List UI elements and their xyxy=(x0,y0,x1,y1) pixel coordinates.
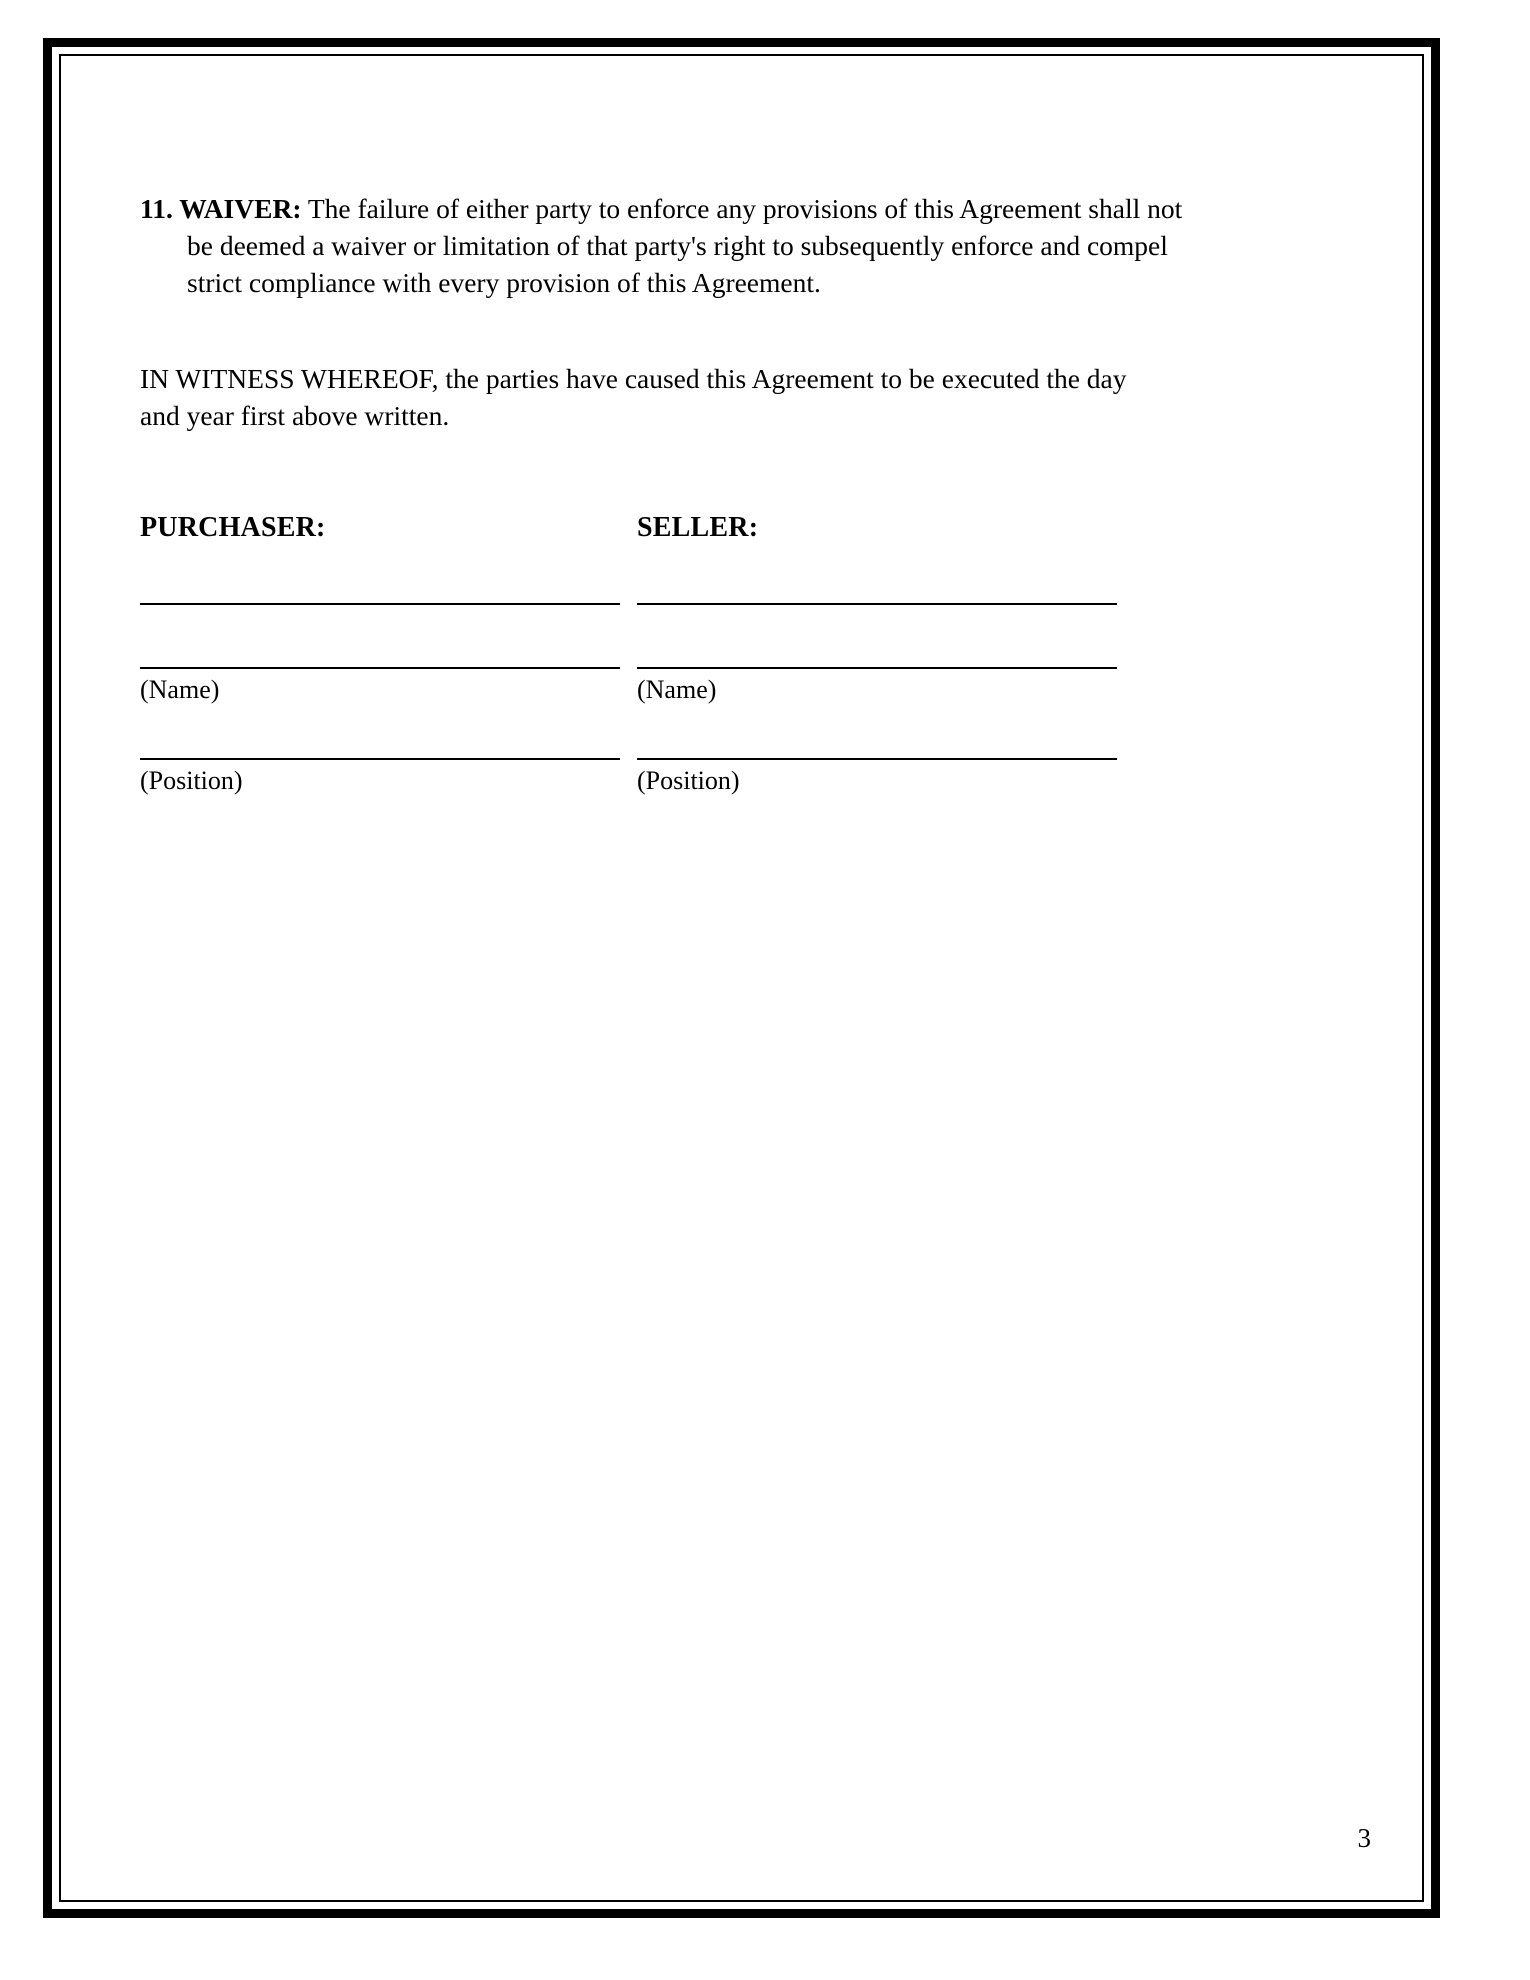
witness-paragraph: IN WITNESS WHEREOF, the parties have caused this Agreement to be executed the day and year first above written. xyxy=(140,362,1127,431)
seller-position-line[interactable] xyxy=(637,758,1117,760)
clause-heading-text: WAIVER: xyxy=(179,192,302,224)
clause-body: The failure of either party to enforce any provisions of this Agreement shall not be deemed a waiver or limitation of that party's right to subsequently enforce and compel strict compliance with every provision of this Agreement. xyxy=(187,192,1183,298)
seller-title: SELLER: xyxy=(637,512,759,543)
page-number: 3 xyxy=(1357,1823,1371,1853)
page-content xyxy=(61,56,1422,1900)
purchaser-position-line[interactable] xyxy=(140,758,620,760)
seller-name-line[interactable] xyxy=(637,667,1117,669)
signature-column-purchaser xyxy=(140,511,620,796)
clause-number: 11. xyxy=(140,192,173,224)
seller-signature-line[interactable] xyxy=(637,603,1117,605)
seller-position-label: (Position) xyxy=(637,766,740,795)
clause-waiver xyxy=(140,190,1209,301)
purchaser-title: PURCHASER: xyxy=(140,512,326,543)
seller-name-label: (Name) xyxy=(637,675,717,704)
purchaser-position-label: (Position) xyxy=(140,766,243,795)
purchaser-name-label: (Name) xyxy=(140,675,220,704)
signature-column-seller xyxy=(637,511,1117,796)
purchaser-name-line[interactable] xyxy=(140,667,620,669)
purchaser-signature-line[interactable] xyxy=(140,603,620,605)
clause-heading xyxy=(173,193,302,224)
